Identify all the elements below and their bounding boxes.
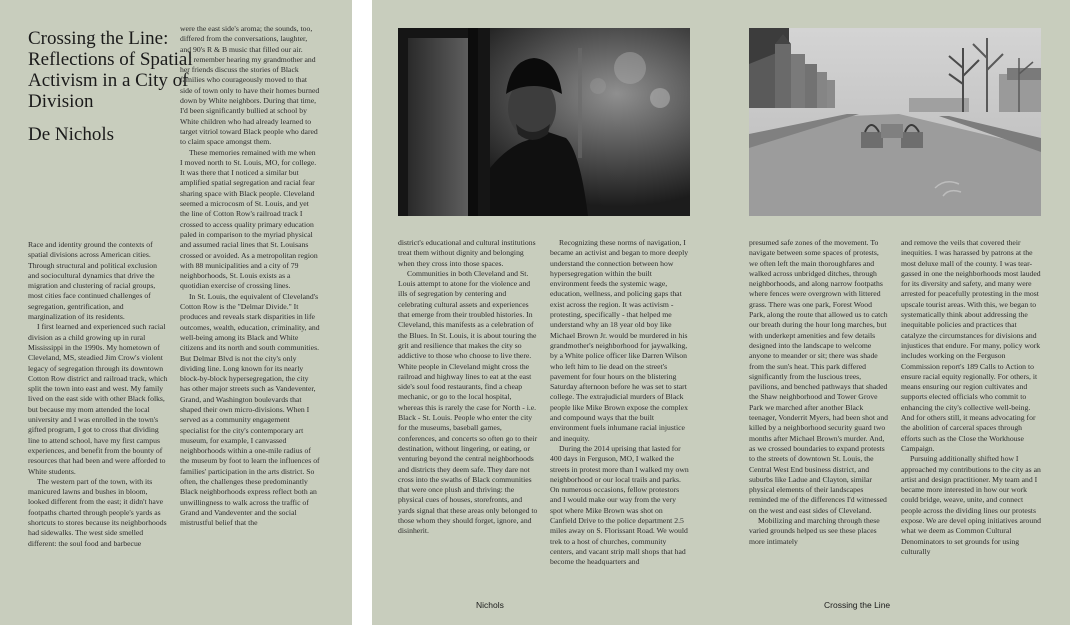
right-page: [372, 0, 1070, 625]
paragraph: I remember hearing my grandmother and her friends discuss the stories of Black families who courageously moved to that side of town only to have their homes burned down by White neighbors. During that time, I'd been significantly bullied at school by White children who had already learned to target vitriol toward Black people who dared to claim space amongst them.: [180, 54, 320, 147]
paragraph: district's educational and cultural institutions treat them without dignity and belonging when they cross into those spaces.: [398, 238, 536, 268]
paragraph: presumed safe zones of the movement. To navigate between some spaces of protests, we often left the main thoroughfares and walked across unbridged ditches, through neighborhoods, and along narrow footpaths where fences were overgrown with littered grass. There was one park, Forest Wood Park, along the route that allowed us to catch our breath during the hour long marches, but with underkept amenities and few details designed into the landscape to welcome anyone to meander or sit; there was shade from the sun's heat. This park differed significantly from the luscious trees, pavilions, and benched pathways that shaded the Shaw neighborhood and Tower Grove Park we marched after another Black teenager, Vonderrit Myers, had been shot and killed by a neighborhood security guard two months after Michael Brown's murder. And, as we crossed boundaries to expand protests to the streets of downtown St. Louis, the Central West End business district, and suburbs like Ladue and Clayton, similar physical elements of their landscapes reminded me of the differences I'd witnessed on the west and east sides of Cleveland.: [749, 238, 889, 515]
paragraph: Race and identity ground the contexts of spatial divisions across American cities. Through structural and political exclusion and sociocultural dynamics that drive the migration and clustering of racial groups, most cities face continued challenges of segregation, gentrification, and marginalization of its residents.: [28, 240, 157, 322]
article-author: De Nichols: [28, 124, 115, 145]
article-title: Crossing the Line: Reflections of Spatial Activism in a City of Division: [28, 28, 193, 112]
paragraph: Communities in both Cleveland and St. Louis attempt to atone for the violence and ills of segregation by centering and celebrating cultural assets and experiences that emerge from their troubled histories. In Cleveland, this manifests as a celebration of the Blues. In St. Louis, it is about touring the grit and resilience that makes the city so addictive to those who choose to live there. White people in Cleveland might cross the railroad and highway lines to eat at the east side's soul food restaurants, find a cheap mechanic, or go to the local hospital, whereas this is rarely the case for North - i.e. Black - St. Louis. People who enter the city for the museums, baseball games, conferences, and concerts so often go to their destination, without lingering, or eating, or venturing beyond the central neighborhoods and districts they deem safe. They dare not cross into the swaths of Black communities that were once plush and thriving: the physical cues of houses, storefronts, and yards signal that these areas only belonged to those whom they should forget, ignore, and disinherit.: [398, 268, 538, 536]
street-photo: [749, 28, 1041, 216]
left-column-2: [180, 24, 320, 586]
paragraph: Mobilizing and marching through these varied grounds helped us see these places more intimately: [749, 516, 880, 546]
right-column-2: [550, 238, 690, 586]
right-column-3: [749, 238, 889, 586]
paragraph: The western part of the town, with its manicured lawns and bushes in bloom, looked different from the east; it didn't have footpaths charted through people's yards as shortcuts to stores because its neighborhoods had sidewalks. The west side smelled different: the soul food and barbecue: [28, 476, 167, 548]
paragraph: In St. Louis, the equivalent of Cleveland's Cotton Row is the "Delmar Divide." It produces and reveals stark disparities in life outcomes, wealth, education, criminality, and well-being among its Black and White citizens and its north and south communities. But Delmar Blvd is not the city's only dividing line. Long known for its nearly block-by-block hypersegregation, the city has other major streets such as Vandeventer, Grand, and Washington boulevards that shaped their own micro-divisions. When I served as a community engagement specialist for the city's contemporary art museum, for example, I canvassed neighborhoods within a one-mile radius of the museum by foot to learn the influences of families' participation in the arts district. So often, the challenges these predominantly Black neighborhoods express reflect both an unwillingness to walk across the traffic of Grand and Vandeventer and the social mistrustful belief that the: [180, 291, 320, 528]
left-page: [0, 0, 352, 625]
right-column-1: [398, 238, 538, 586]
paragraph: Recognizing these norms of navigation, I became an activist and began to more deeply understand the connection between how hypersegregation within the built environment feeds the systemic wage, education, wellness, and policing gaps that exist across the region. It was activism - protesting, specifically - that helped me understand why an 18 year old boy like Michael Brown Jr. would be murdered in his grandmother's neighborhood for jaywalking, by a White police officer like Darren Wilson who left him to lie dead on the street's pavement for four hours on the blistering Saturday afternoon before he was set to start college. The extrajudicial murders of Black people like Mike Brown expose the complex and compound ways that the built environment fuels inhumane racial injustice and inequity.: [550, 238, 689, 443]
footer-title: Crossing the Line: [824, 600, 891, 610]
paragraph: I first learned and experienced such racial division as a child growing up in rural Mississippi in the 1990s. My hometown of Cleveland, MS, steadied Jim Crow's violent legacy of segregation through its downtown Cotton Row district and railroad track, which split the town into east and west. My family lived on the east side with other Black folks, but because my mom attended the local university and I was enrolled in the town's gifted program, I got to cross that dividing line to attend school, have my first campus experiences, and benefit from the bounty of resources that had been and were afforded to White students.: [28, 322, 168, 476]
footer-author: Nichols: [476, 600, 504, 610]
left-column-1: [28, 240, 168, 585]
paragraph: These memories remained with me when I moved north to St. Louis, MO, for college. It was there that I noticed a similar but amplified spatial segregation and racial fear sharing space with Black people. Cleveland seemed a microcosm of St. Louis, and yet the line of Cotton Row's railroad track I crossed to access quality primary education paled in comparison to the myriad physical and assumed racial lines that St. Louisans crossed or avoided. As a metropolitan region with 88 municipalities and a city of 79 neighborhoods, St. Louis exists as a quotidian exercise of crossing lines.: [180, 147, 318, 291]
right-column-4: [901, 238, 1041, 586]
paragraph: were the east side's aroma; the sounds, too, differed from the conversations, laughter, and 90's R & B music that filled our air.: [180, 24, 313, 54]
paragraph: and remove the veils that covered their inequities. I was harassed by patrons at the most deluxe mall of the county. I was tear-gassed in one the neighborhoods most lauded for its diversity and safety, and many were arrested for peacefully protesting in the most upscale tourist areas. With this, we began to systematically think about addressing the inequitable policies and practices that catalyze the circumstances for divisions and injustices that endure. For many, policy work includes working on the Ferguson Commission report's 189 Calls to Action to ensure racial equity regionally. For others, it means ensuring our region cultivates and supports elected officials who commit to enhancing the city's collective well-being. And for others still, it means advocating for the abolition of carceral spaces through efforts such as the Close the Workhouse Campaign.: [901, 238, 1041, 453]
portrait-photo: [398, 28, 690, 216]
paragraph: During the 2014 uprising that lasted for 400 days in Ferguson, MO, I walked the streets in protest more than I walked my own neighborhood or our local trails and parks. On numerous occasions, fellow protestors and I would make our way from the very spot where Mike Brown was shot on Canfield Drive to the police department 2.5 miles away on S. Florissant Road. We would trek to a host of churches, community centers, and vacant strip mall shops that had become the headquarters and: [550, 443, 689, 567]
paragraph: Pursuing additionally shifted how I approached my contributions to the city as an artist and design practitioner. My team and I became more interested in how our work could bridge, weave, unite, and connect people across the dividing lines our protests expose. We are devel oping initiatives around what we deem as Common Cultural Denominators to set grounds for using culturally: [901, 454, 1041, 556]
